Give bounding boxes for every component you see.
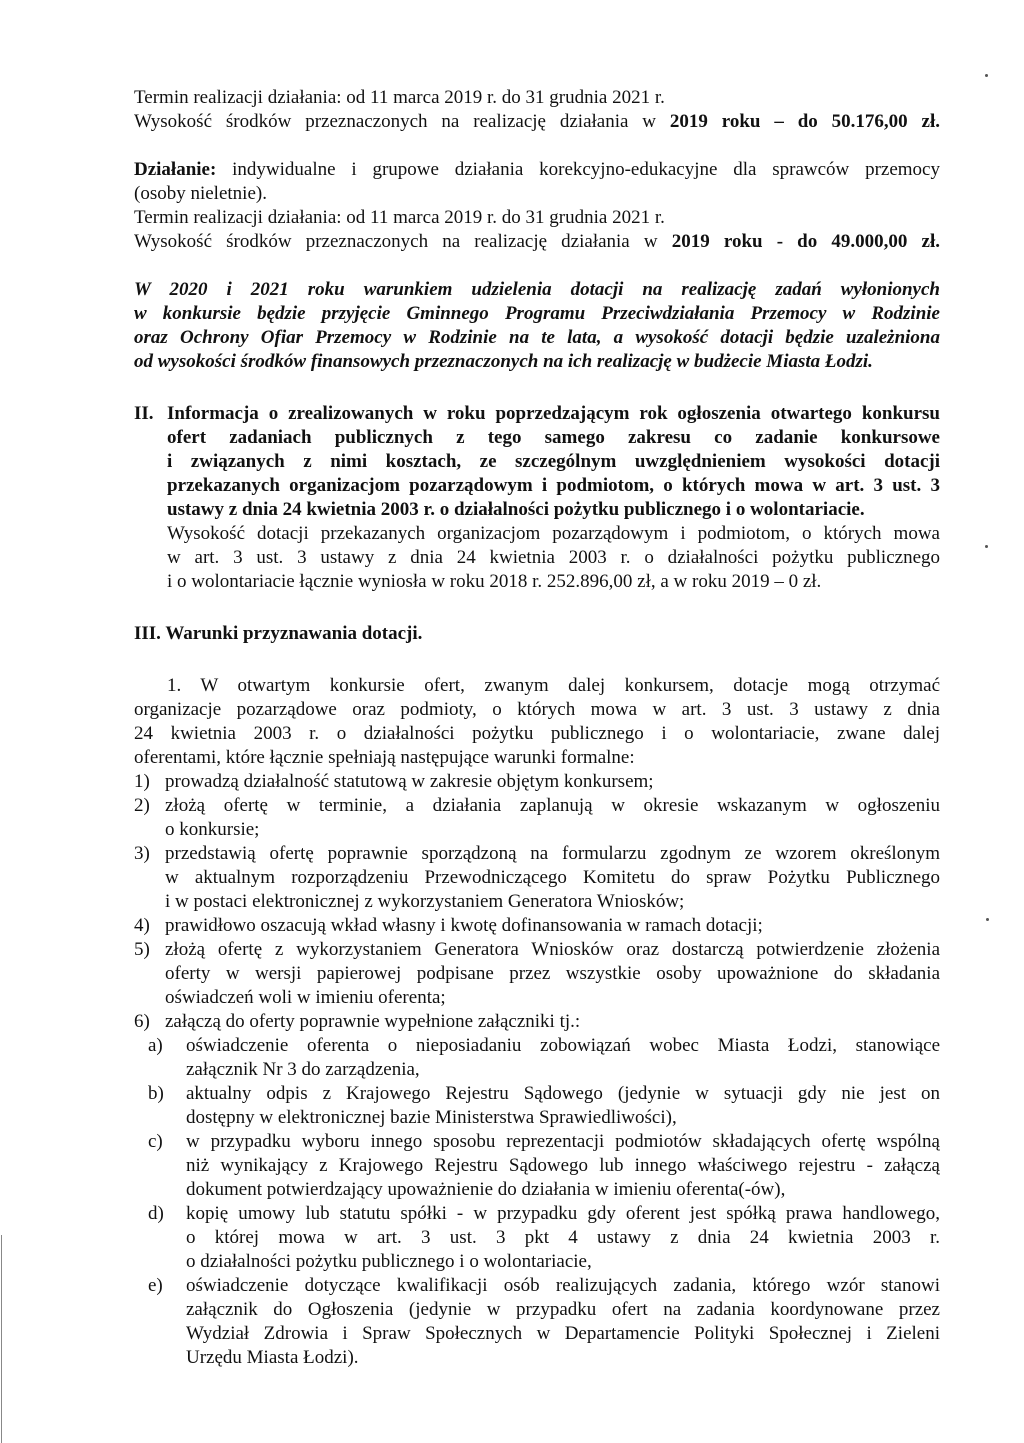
body-line: i o wolontariacie łącznie wyniosła w roku 2018 r. 252.896,00 zł, a w roku 2019 – 0 zł. xyxy=(167,571,822,592)
condition-paragraph xyxy=(134,278,940,374)
funding-line xyxy=(134,110,940,134)
action-line xyxy=(134,158,940,182)
funding-amount: 2019 roku - do 49.000,00 zł. xyxy=(671,231,940,252)
item-line: prowadzą działalność statutową w zakresie objętym konkursem; xyxy=(165,771,654,792)
item-line: dostępny w elektronicznej bazie Ministerstwa Sprawiedliwości), xyxy=(186,1107,677,1128)
section-title xyxy=(134,622,940,646)
item-marker: d) xyxy=(148,1203,164,1224)
item-line: Urzędu Miasta Łodzi). xyxy=(186,1347,359,1368)
action-label: Działanie: xyxy=(134,159,217,180)
attachment-item xyxy=(148,1082,940,1130)
scan-speck xyxy=(986,918,989,921)
list-item xyxy=(134,1010,940,1034)
heading-line: przekazanych organizacjom pozarządowym i podmiotom, o których mowa w art. 3 ust. 3 xyxy=(167,475,940,496)
item-line: załącznik do Ogłoszenia (jedynie w przypadku ofert na zadania koordynowane przez xyxy=(186,1299,940,1320)
list-item xyxy=(134,770,940,794)
intro-line: 1. W otwartym konkursie ofert, zwanym dalej konkursem, dotacje mogą otrzymać xyxy=(167,675,940,696)
item-marker: 2) xyxy=(134,795,150,816)
item-marker: 4) xyxy=(134,915,150,936)
item-line: oświadczenie oferenta o nieposiadaniu zobowiązań wobec Miasta Łodzi, stanowiące xyxy=(186,1035,940,1056)
intro-line: organizacje pozarządowe oraz podmioty, o których mowa w art. 3 ust. 3 ustawy z dnia xyxy=(134,699,940,720)
item-marker: 1) xyxy=(134,771,150,792)
attachment-item xyxy=(148,1274,940,1370)
attachment-item xyxy=(148,1034,940,1082)
heading-line: i związanych z nimi kosztach, ze szczególnym uwzględnieniem wysokości dotacji xyxy=(167,451,940,472)
list-item xyxy=(134,938,940,1010)
heading-line: ofert zadaniach publicznych z tego samego zakresu co zadanie konkursowe xyxy=(167,427,940,448)
item-line: przedstawią ofertę poprawnie sporządzoną na formularzu zgodnym ze wzorem określonym xyxy=(165,843,940,864)
intro-line: 24 kwietnia 2003 r. o działalności pożytku publicznego i o wolontariacie, zwane dalej xyxy=(134,723,940,744)
funding-text: Wysokość środków przeznaczonych na realizację działania w xyxy=(134,231,672,252)
timeline-block-1 xyxy=(134,86,940,134)
attachment-item xyxy=(148,1202,940,1274)
action-text: indywidualne i grupowe działania korekcyjno-edukacyjne dla sprawców przemocy xyxy=(216,159,940,180)
section-number: III. xyxy=(134,623,161,644)
condition-line: oraz Ochrony Ofiar Przemocy w Rodzinie na te lata, a wysokość dotacji będzie uzależniona xyxy=(134,327,940,348)
item-line: złożą ofertę w terminie, a działania zaplanują w okresie wskazanym w ogłoszeniu xyxy=(165,795,940,816)
item-marker: 5) xyxy=(134,939,150,960)
item-marker: e) xyxy=(148,1275,163,1296)
document-page xyxy=(134,86,940,1370)
item-line: o działalności pożytku publicznego i o wolontariacie, xyxy=(186,1251,592,1272)
item-line: złożą ofertę z wykorzystaniem Generatora Wniosków oraz dostarczą potwierdzenie złożenia xyxy=(165,939,940,960)
term-line: Termin realizacji działania: od 11 marca 2019 r. do 31 grudnia 2021 r. xyxy=(134,207,665,228)
section-3 xyxy=(134,622,940,646)
item-line: oświadczenie dotyczące kwalifikacji osób realizujących zadania, którego wzór stanowi xyxy=(186,1275,940,1296)
heading-line: ustawy z dnia 24 kwietnia 2003 r. o działalności pożytku publicznego i o wolontariacie. xyxy=(167,499,865,520)
item-line: oświadczeń woli w imieniu oferenta; xyxy=(165,987,446,1008)
body-line: Wysokość dotacji przekazanych organizacjom pozarządowym i podmiotom, o których mowa xyxy=(167,523,940,544)
section-title-text: Warunki przyznawania dotacji. xyxy=(165,623,423,644)
condition-line: od wysokości środków finansowych przeznaczonych na ich realizację w budżecie Miasta Łodzi. xyxy=(134,351,873,372)
item-line: o której mowa w art. 3 ust. 3 pkt 4 ustawy z dnia 24 kwietnia 2003 r. xyxy=(186,1227,940,1248)
list-item xyxy=(134,842,940,914)
item-line: aktualny odpis z Krajowego Rejestru Sądowego (jedynie w sytuacji gdy nie jest on xyxy=(186,1083,940,1104)
item-line: o konkursie; xyxy=(165,819,260,840)
item-marker: c) xyxy=(148,1131,163,1152)
scan-speck xyxy=(985,74,988,77)
item-line: załącznik Nr 3 do zarządzenia, xyxy=(186,1059,420,1080)
funding-line xyxy=(134,230,940,254)
conditions-intro xyxy=(134,674,940,770)
section-heading xyxy=(167,402,940,522)
body-line: w art. 3 ust. 3 ustawy z dnia 24 kwietnia 2003 r. o działalności pożytku publicznego xyxy=(167,547,940,568)
item-line: załączą do oferty poprawnie wypełnione załączniki tj.: xyxy=(165,1011,581,1032)
intro-line: oferentami, które łącznie spełniają następujące warunki formalne: xyxy=(134,747,635,768)
section-number: II. xyxy=(134,403,154,424)
list-item xyxy=(134,914,940,938)
action-block-2 xyxy=(134,158,940,254)
condition-line: w konkursie będzie przyjęcie Gminnego Programu Przeciwdziałania Przemocy w Rodzinie xyxy=(134,303,940,324)
item-marker: b) xyxy=(148,1083,164,1104)
list-item xyxy=(134,794,940,842)
action-line-2: (osoby nieletnie). xyxy=(134,183,267,204)
item-line: kopię umowy lub statutu spółki - w przypadku gdy oferent jest spółką prawa handlowego, xyxy=(186,1203,940,1224)
item-marker: a) xyxy=(148,1035,163,1056)
item-marker: 3) xyxy=(134,843,150,864)
item-line: prawidłowo oszacują wkład własny i kwotę dofinansowania w ramach dotacji; xyxy=(165,915,763,936)
section-body xyxy=(167,522,940,594)
item-line: w przypadku wyboru innego sposobu reprezentacji podmiotów składających ofertę wspólną xyxy=(186,1131,940,1152)
item-line: Wydział Zdrowia i Spraw Społecznych w Departamencie Polityki Społecznej i Zieleni xyxy=(186,1323,940,1344)
section-2 xyxy=(134,402,940,594)
term-line: Termin realizacji działania: od 11 marca 2019 r. do 31 grudnia 2021 r. xyxy=(134,87,665,108)
item-line: oferty w wersji papierowej podpisane przez wszystkie osoby upoważnione do składania xyxy=(165,963,940,984)
scan-edge-line xyxy=(1,1235,2,1443)
funding-text: Wysokość środków przeznaczonych na realizację działania w xyxy=(134,111,670,132)
scan-speck xyxy=(985,545,988,548)
attachment-item xyxy=(148,1130,940,1202)
conditions-list xyxy=(134,770,940,1370)
item-line: i w postaci elektronicznej z wykorzystaniem Generatora Wniosków; xyxy=(165,891,685,912)
funding-amount: 2019 roku – do 50.176,00 zł. xyxy=(669,111,940,132)
item-marker: 6) xyxy=(134,1011,150,1032)
item-line: dokument potwierdzający upoważnienie do działania w imieniu oferenta(-ów), xyxy=(186,1179,786,1200)
item-line: w aktualnym rozporządzeniu Przewodniczącego Komitetu do spraw Pożytku Publicznego xyxy=(165,867,940,888)
item-line: niż wynikający z Krajowego Rejestru Sądowego lub innego właściwego rejestru - załączą xyxy=(186,1155,940,1176)
heading-line: Informacja o zrealizowanych w roku poprzedzającym rok ogłoszenia otwartego konkursu xyxy=(167,403,940,424)
condition-line: W 2020 i 2021 roku warunkiem udzielenia dotacji na realizację zadań wyłonionych xyxy=(134,279,940,300)
